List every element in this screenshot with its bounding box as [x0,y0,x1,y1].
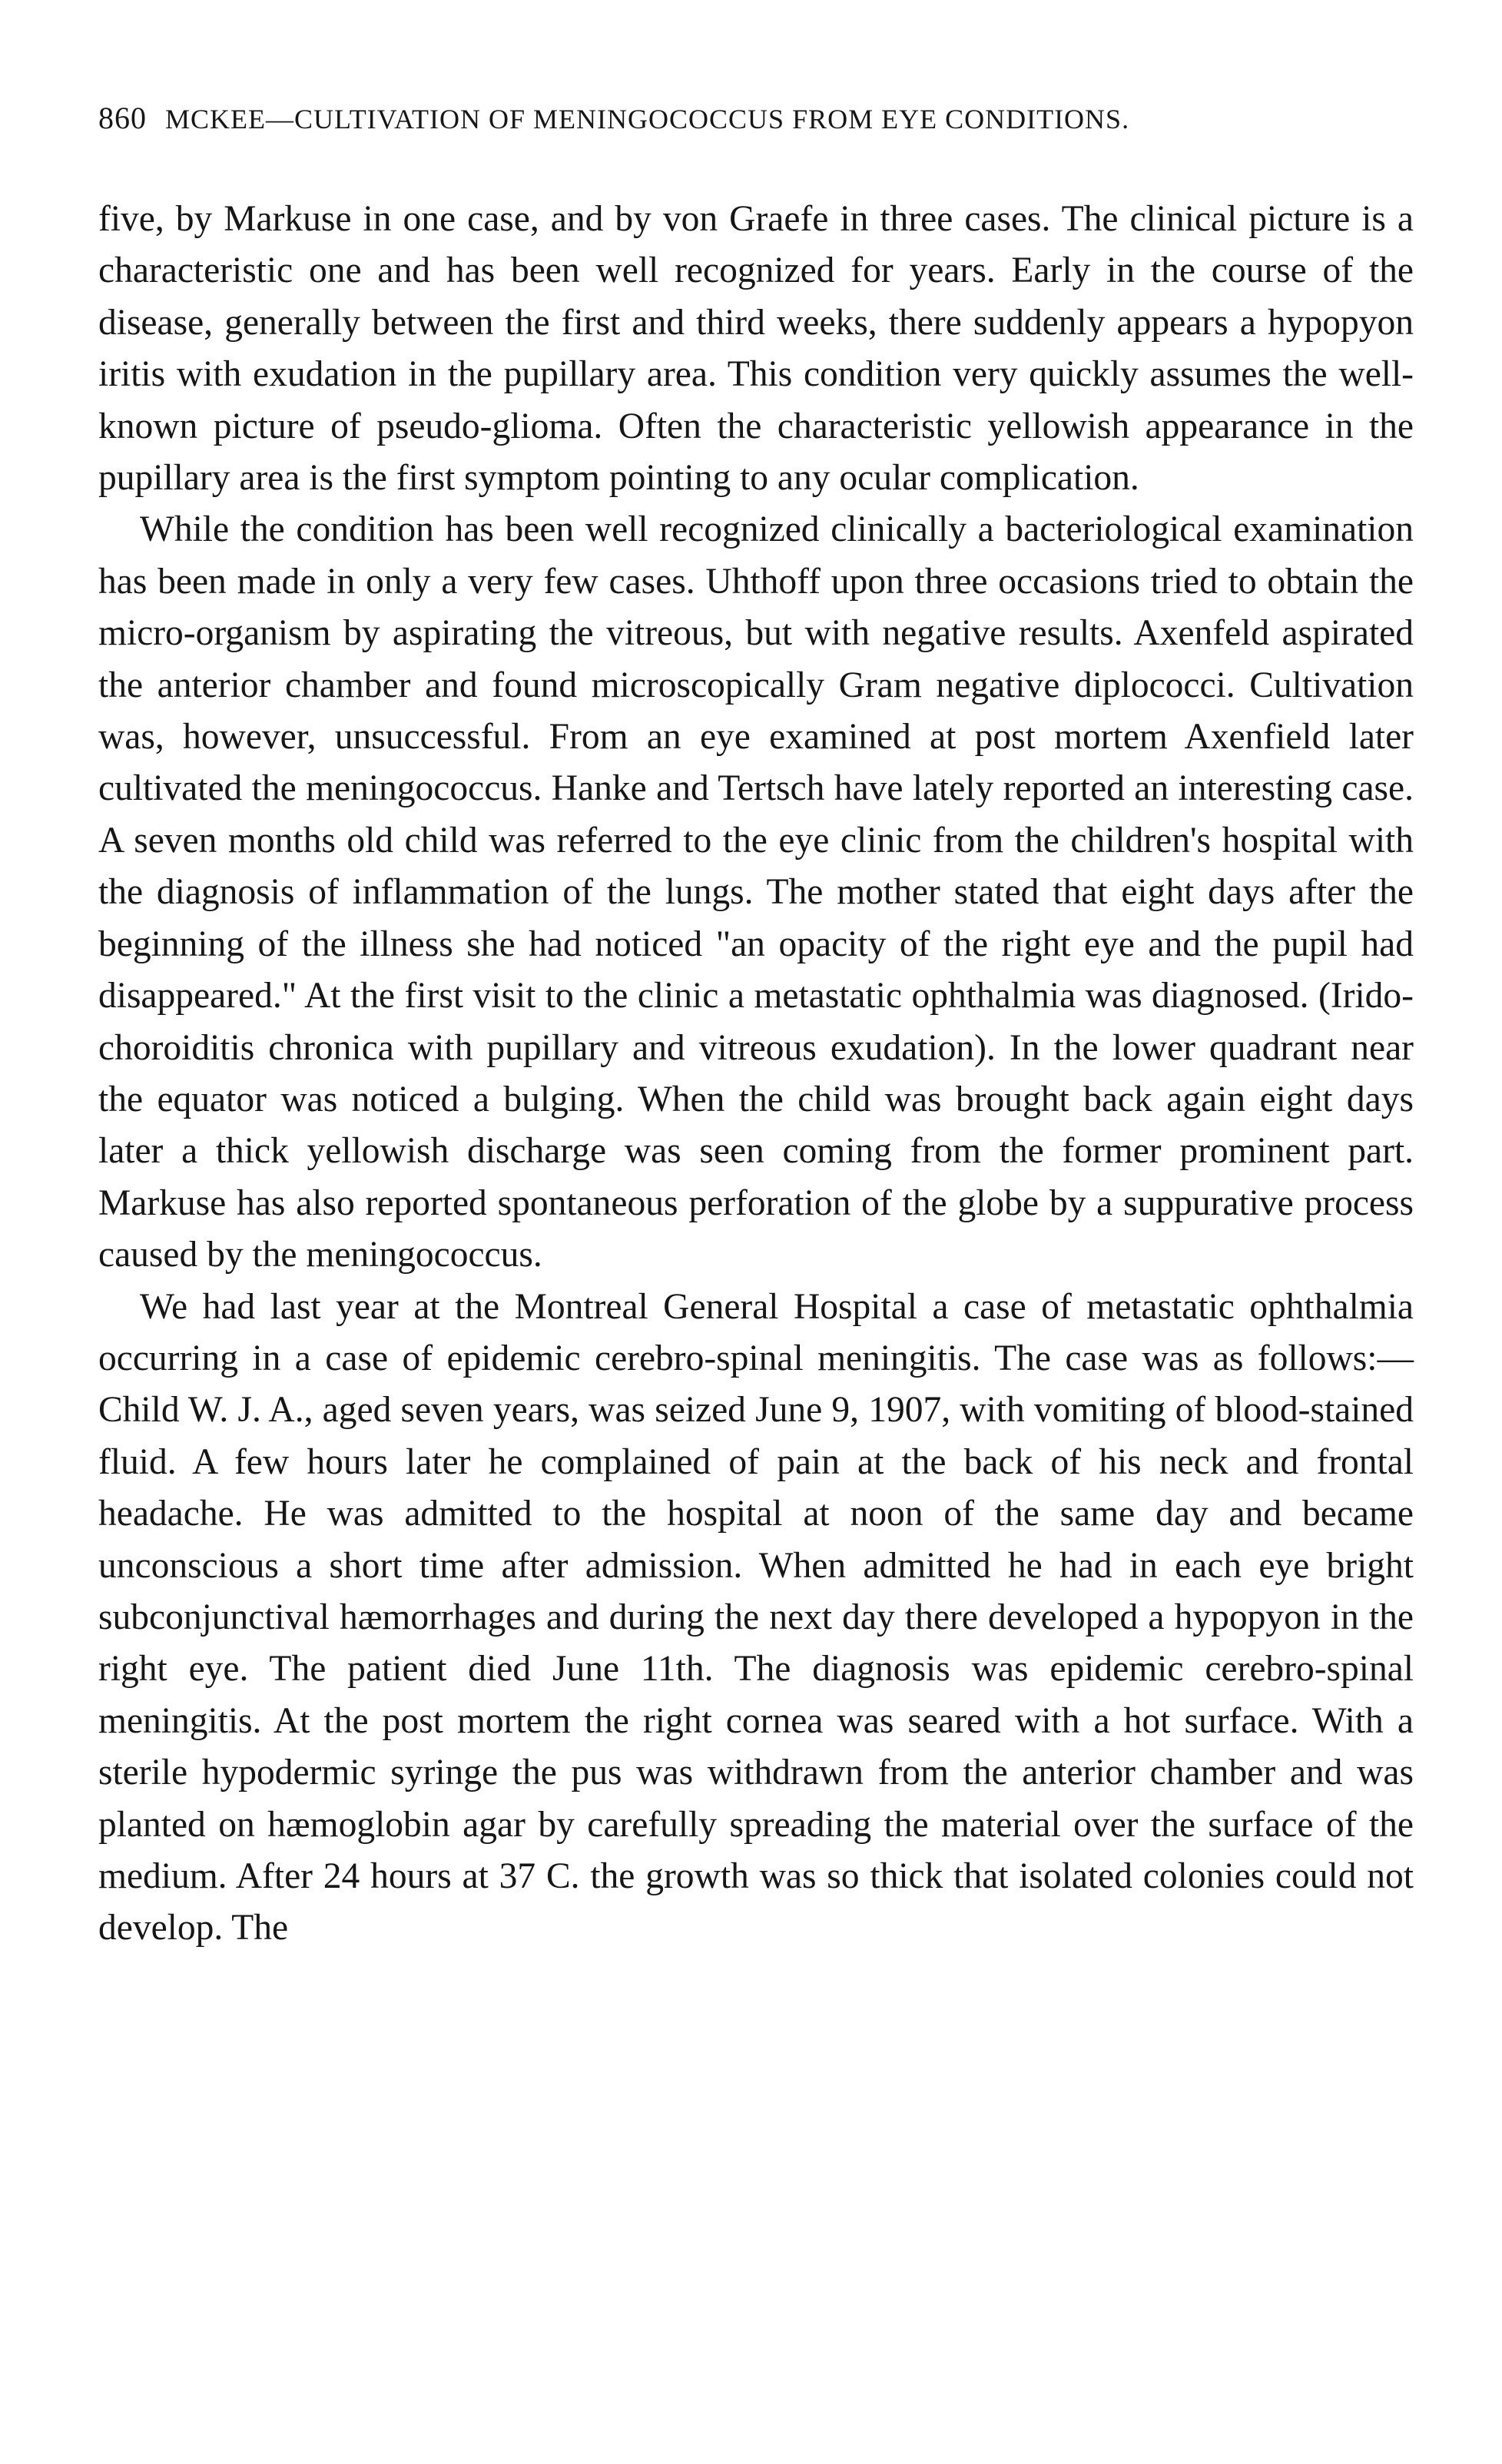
running-head [98,100,1420,136]
running-title: MCKEE—CULTIVATION OF MENINGOCOCCUS FROM EYE CONDITIONS. [165,104,1130,134]
page-number: 860 [98,101,147,135]
paragraph-bacteriology: While the condition has been well recognized clinically a bacteriological examination has been made in only a very few cases. Uhthoff upon three occasions tried to obtain the micro-organism by aspirating the vitreous, but with negative results. Axenfeld aspirated the anterior chamber and found microscopically Gram negative diplococci. Cultivation was, however, unsuccessful. From an eye examined at post mortem Axenfield later cultivated the meningococcus. Hanke and Tertsch have lately reported an interesting case. A seven months old child was referred to the eye clinic from the children's hospital with the diagnosis of inflammation of the lungs. The mother stated that eight days after the beginning of the illness she had noticed "an opacity of the right eye and the pupil had disappeared." At the first visit to the clinic a metastatic ophthalmia was diagnosed. (Irido-choroiditis chronica with pupillary and vitreous exudation). In the lower quadrant near the equator was noticed a bulging. When the child was brought back again eight days later a thick yellowish discharge was seen coming from the former prominent part. Markuse has also reported spontaneous perforation of the globe by a suppurative process caused by the meningococcus. [98,509,1414,1275]
paragraph-case-report: We had last year at the Montreal General Hospital a case of metastatic ophthalmia occurring in a case of epidemic cerebro-spinal meningitis. The case was as follows:—Child W. J. A., aged seven years, was seized June 9, 1907, with vomiting of blood-stained fluid. A few hours later he complained of pain at the back of his neck and frontal headache. He was admitted to the hospital at noon of the same day and became unconscious a short time after admission. When admitted he had in each eye bright subconjunctival hæmorrhages and during the next day there developed a hypopyon in the right eye. The patient died June 11th. The diagnosis was epidemic cerebro-spinal meningitis. At the post mortem the right cornea was seared with a hot surface. With a sterile hypodermic syringe the pus was withdrawn from the anterior chamber and was planted on hæmoglobin agar by carefully spreading the material over the surface of the medium. After 24 hours at 37 C. the growth was so thick that isolated colonies could not develop. The [98,1286,1414,1948]
paragraph-continuation: five, by Markuse in one case, and by von Graefe in three cases. The clinical picture is a characteristic one and has been well recognized for years. Early in the course of the disease, generally between the first and third weeks, there suddenly appears a hypopyon iritis with exudation in the pupillary area. This condition very quickly assumes the well-known picture of pseudo-glioma. Often the characteristic yellowish appearance in the pupillary area is the first symptom pointing to any ocular complication. [98,199,1414,499]
body-text [98,194,1414,1955]
